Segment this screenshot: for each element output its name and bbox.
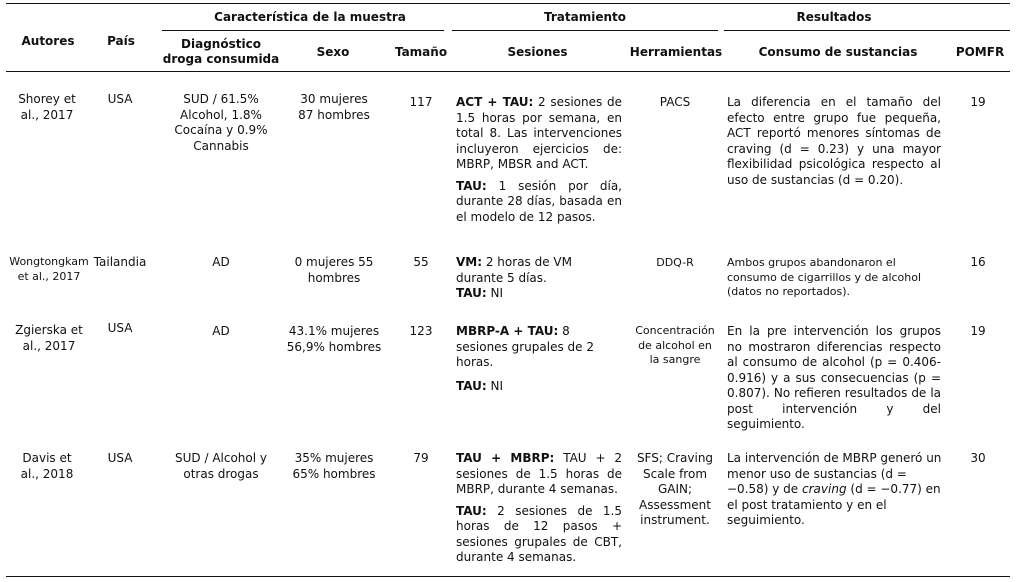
table-row-cell-sessions <box>456 324 622 394</box>
table-row-cell-size: 117 <box>409 95 433 109</box>
table-row-cell-sessions <box>456 451 622 566</box>
table-row-cell-sex: 43.1% mujeres 56,9% hombres <box>286 324 382 354</box>
column-header-sex: Sexo <box>316 45 350 59</box>
session-label: TAU + MBRP: <box>456 451 555 465</box>
table-row-cell-diagnosis: AD <box>212 255 230 269</box>
table-row-cell-country: Tailandia <box>93 255 147 269</box>
column-header-diagnosis: Diagnóstico droga consumida <box>162 37 280 66</box>
table-row-cell-consumption: La diferencia en el tamaño del efecto entre grupo fue pequeña, ACT reportó menores síntomas de craving (d = 0.23) y una mayor flexibilidad psicológica respecto al uso de sustancias (d = 0.20). <box>727 95 941 187</box>
header-rule <box>6 71 1010 72</box>
table-row-cell-sex: 0 mujeres 55 hombres <box>294 255 374 285</box>
author-name: Wongtongkam et al., 2017 <box>9 255 89 283</box>
session-text: 2 sesiones de 1.5 horas por semana, en total 8. Las intervenciones incluyeron ejercicios de: MBRP, MBSR and ACT. <box>456 95 622 171</box>
column-header-sessions: Sesiones <box>507 45 568 59</box>
group-header-results: Resultados <box>796 10 872 24</box>
session-text: 1 sesión por día, durante 28 días, basada en el modelo de 12 pasos. <box>456 178 622 224</box>
top-rule <box>6 3 1010 4</box>
column-header-pomfr: POMFR <box>955 45 1005 59</box>
session-label: TAU: <box>456 378 487 393</box>
table-row-cell-sessions <box>456 255 622 302</box>
column-header-authors: Autores <box>21 34 75 48</box>
group-rule-sample <box>162 30 444 31</box>
table-row-cell-pomfr: 19 <box>970 95 986 109</box>
table-row-cell-size: 123 <box>409 324 433 338</box>
table-row-cell-country: USA <box>107 451 133 465</box>
table-row-cell-pomfr: 19 <box>970 324 986 338</box>
session-label: TAU: <box>456 178 487 193</box>
table-row-cell-sessions <box>456 95 622 225</box>
table-row-cell-tools: DDQ-R <box>656 256 694 269</box>
table-row-cell-country: USA <box>107 92 133 106</box>
table-row-cell-pomfr: 16 <box>970 255 986 269</box>
table-row-cell-tools: Concentración de alcohol en la sangre <box>635 324 715 366</box>
session-text: 2 horas de VM durante 5 días. <box>456 255 572 285</box>
group-rule-results <box>724 30 1010 31</box>
column-header-consumption: Consumo de sustancias <box>758 45 918 59</box>
table-row-cell-diagnosis: SUD / Alcohol y otras drogas <box>175 451 267 481</box>
table-row-cell-size: 79 <box>413 451 429 465</box>
table-row-cell-tools: PACS <box>659 95 691 109</box>
table-row-cell-authors: Zgierska et al., 2017 <box>15 323 83 353</box>
bottom-rule <box>6 576 1010 577</box>
table-row-cell-authors: Shorey et al., 2017 <box>18 92 76 122</box>
table-row-cell-size: 55 <box>413 255 429 269</box>
consumption-italic: craving <box>802 482 847 496</box>
table-row-cell-consumption: En la pre intervención los grupos no mostraron diferencias respecto al consumo de alcohol (p = 0.406-0.916) y a sus consecuencias (p = 0.807). No refieren resultados de la post intervención y del seguimiento. <box>727 324 941 431</box>
table-row-cell-tools: SFS; Craving Scale from GAIN; Assessment instrument. <box>636 451 714 527</box>
consumption-text: (d = −0.77) en el post tratamiento y en el seguimiento. <box>727 482 941 527</box>
table-row-cell-country: USA <box>107 321 133 335</box>
session-text: 2 sesiones de 1.5 horas de 12 pasos + sesiones grupales de CBT, durante 4 semanas. <box>456 503 622 564</box>
session-label: MBRP-A + TAU: <box>456 324 559 338</box>
session-label: TAU: <box>456 503 487 518</box>
session-label: VM: <box>456 255 483 269</box>
table-row-cell-consumption <box>727 451 947 529</box>
session-text: TAU + 2 sesiones de 1.5 horas de MBRP, durante 4 semanas. <box>456 451 622 496</box>
table-row-cell-diagnosis: SUD / 61.5% Alcohol, 1.8% Cocaína y 0.9% Cannabis <box>174 92 268 153</box>
group-header-treatment: Tratamiento <box>544 10 626 24</box>
session-label: ACT + TAU: <box>456 95 534 109</box>
group-header-sample: Característica de la muestra <box>214 10 406 24</box>
table-row-cell-consumption: Ambos grupos abandonaron el consumo de cigarrillos y de alcohol (datos no reportados). <box>727 256 922 298</box>
session-text: NI <box>490 286 504 300</box>
consumption-text: La intervención de MBRP generó un menor uso de sustancias (d = −0.58) y de <box>727 451 942 496</box>
group-rule-treatment <box>452 30 718 31</box>
column-header-size: Tamaño <box>394 45 448 59</box>
column-header-tools: Herramientas <box>629 45 723 59</box>
table-row-cell-diagnosis: AD <box>212 324 230 338</box>
table-row-cell-pomfr: 30 <box>970 451 986 465</box>
column-header-country: País <box>107 34 135 48</box>
session-label: TAU: <box>456 286 487 300</box>
table-row-cell-authors: Davis et al., 2018 <box>20 451 74 481</box>
table-row-cell-sex: 30 mujeres 87 hombres <box>298 92 370 122</box>
session-text: 8 sesiones grupales de 2 horas. <box>456 324 594 369</box>
table-row-cell-authors <box>6 255 92 284</box>
table-row-cell-sex: 35% mujeres 65% hombres <box>292 451 376 481</box>
session-text: NI <box>490 378 504 393</box>
